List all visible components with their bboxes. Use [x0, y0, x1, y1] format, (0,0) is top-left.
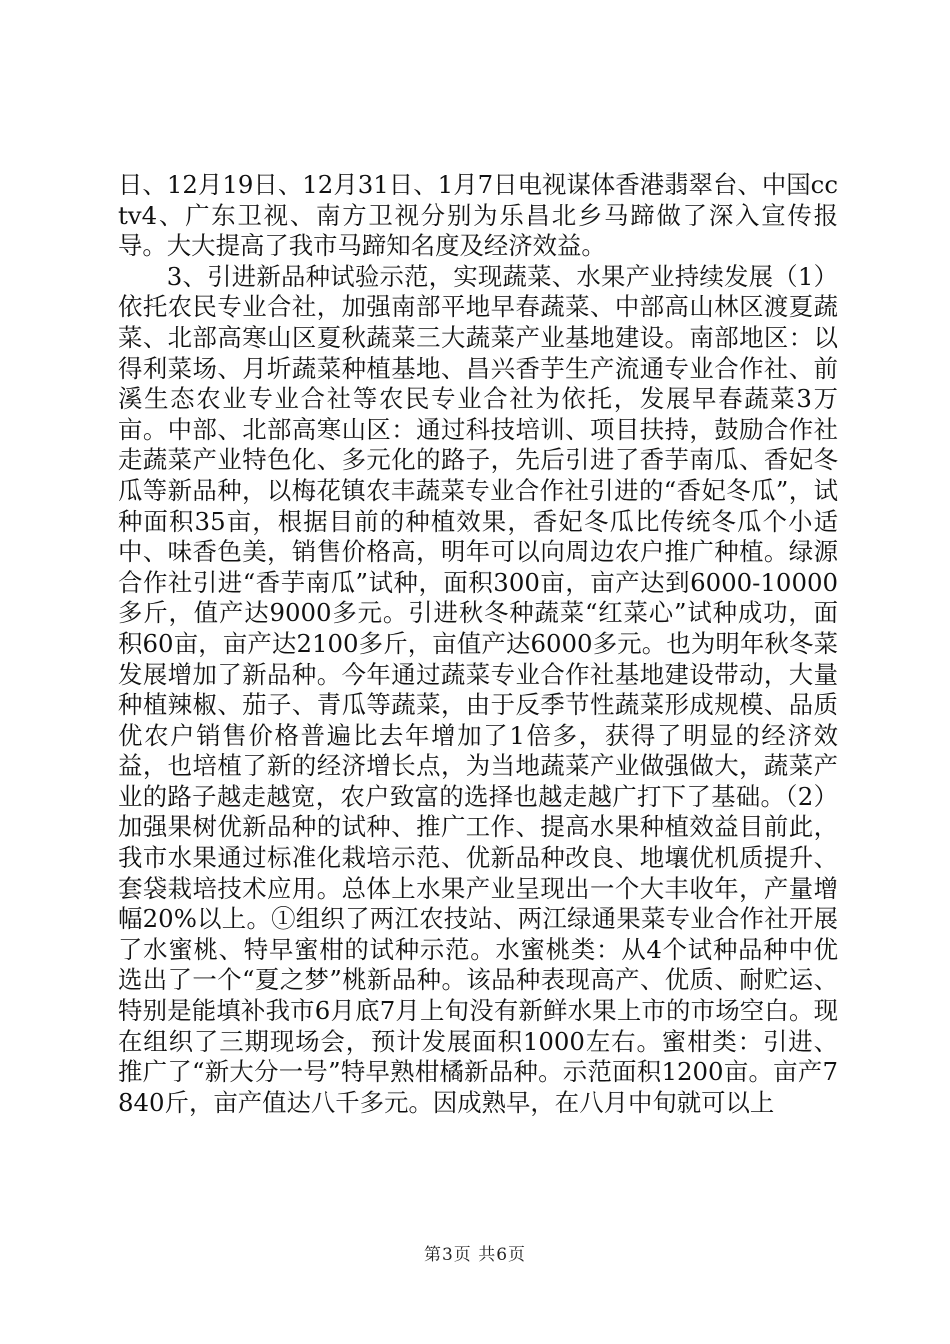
- page-number-footer: 第3页 共6页: [423, 1245, 527, 1265]
- document-body: [118, 170, 838, 1118]
- paragraph-2: 3、引进新品种试验示范，实现蔬菜、水果产业持续发展（1）依托农民专业合社，加强南部平地早春蔬菜、中部高山林区渡夏蔬菜、北部高寒山区夏秋蔬菜三大蔬菜产业基地建设。南部地区：以得利菜场、月圻蔬菜种植基地、昌兴香芋生产流通专业合作社、前溪生态农业专业合社等农民专业合社为依托，发展早春蔬菜3万亩。中部、北部高寒山区：通过科技培训、项目扶持，鼓励合作社走蔬菜产业特色化、多元化的路子，先后引进了香芋南瓜、香妃冬瓜等新品种，以梅花镇农丰蔬菜专业合作社引进的“香妃冬瓜”，试种面积35亩，根据目前的种植效果，香妃冬瓜比传统冬瓜个小适中、味香色美，销售价格高，明年可以向周边农户推广种植。绿源合作社引进“香芋南瓜”试种，面积300亩，亩产达到6000-10000多斤，值产达9000多元。引进秋冬种蔬菜“红菜心”试种成功，面积60亩，亩产达2100多斤，亩值产达6000多元。也为明年秋冬菜发展增加了新品种。今年通过蔬菜专业合作社基地建设带动，大量种植辣椒、茄子、青瓜等蔬菜，由于反季节性蔬菜形成规模、品质优农户销售价格普遍比去年增加了1倍多，获得了明显的经济效益，也培植了新的经济增长点，为当地蔬菜产业做强做大，蔬菜产业的路子越走越宽，农户致富的选择也越走越广打下了基础。（2）加强果树优新品种的试种、推广工作、提高水果种植效益目前此，我市水果通过标准化栽培示范、优新品种改良、地壤优机质提升、套袋栽培技术应用。总体上水果产业呈现出一个大丰收年，产量增幅20%以上。①组织了两江农技站、两江绿通果菜专业合作社开展了水蜜桃、特早蜜柑的试种示范。水蜜桃类：从4个试种品种中优选出了一个“夏之梦”桃新品种。该品种表现高产、优质、耐贮运、特别是能填补我市6月底7月上旬没有新鲜水果上市的市场空白。现在组织了三期现场会，预计发展面积1000左右。蜜柑类：引进、推广了“新大分一号”特早熟柑橘新品种。示范面积1200亩。亩产7840斤，亩产值达八千多元。因成熟早，在八月中旬就可以上: [118, 261, 838, 1117]
- paragraph-1: 日、12月19日、12月31日、1月7日电视谋体香港翡翠台、中国cctv4、广东卫视、南方卫视分别为乐昌北乡马蹄做了深入宣传报导。大大提高了我市马蹄知名度及经济效益。: [118, 170, 838, 261]
